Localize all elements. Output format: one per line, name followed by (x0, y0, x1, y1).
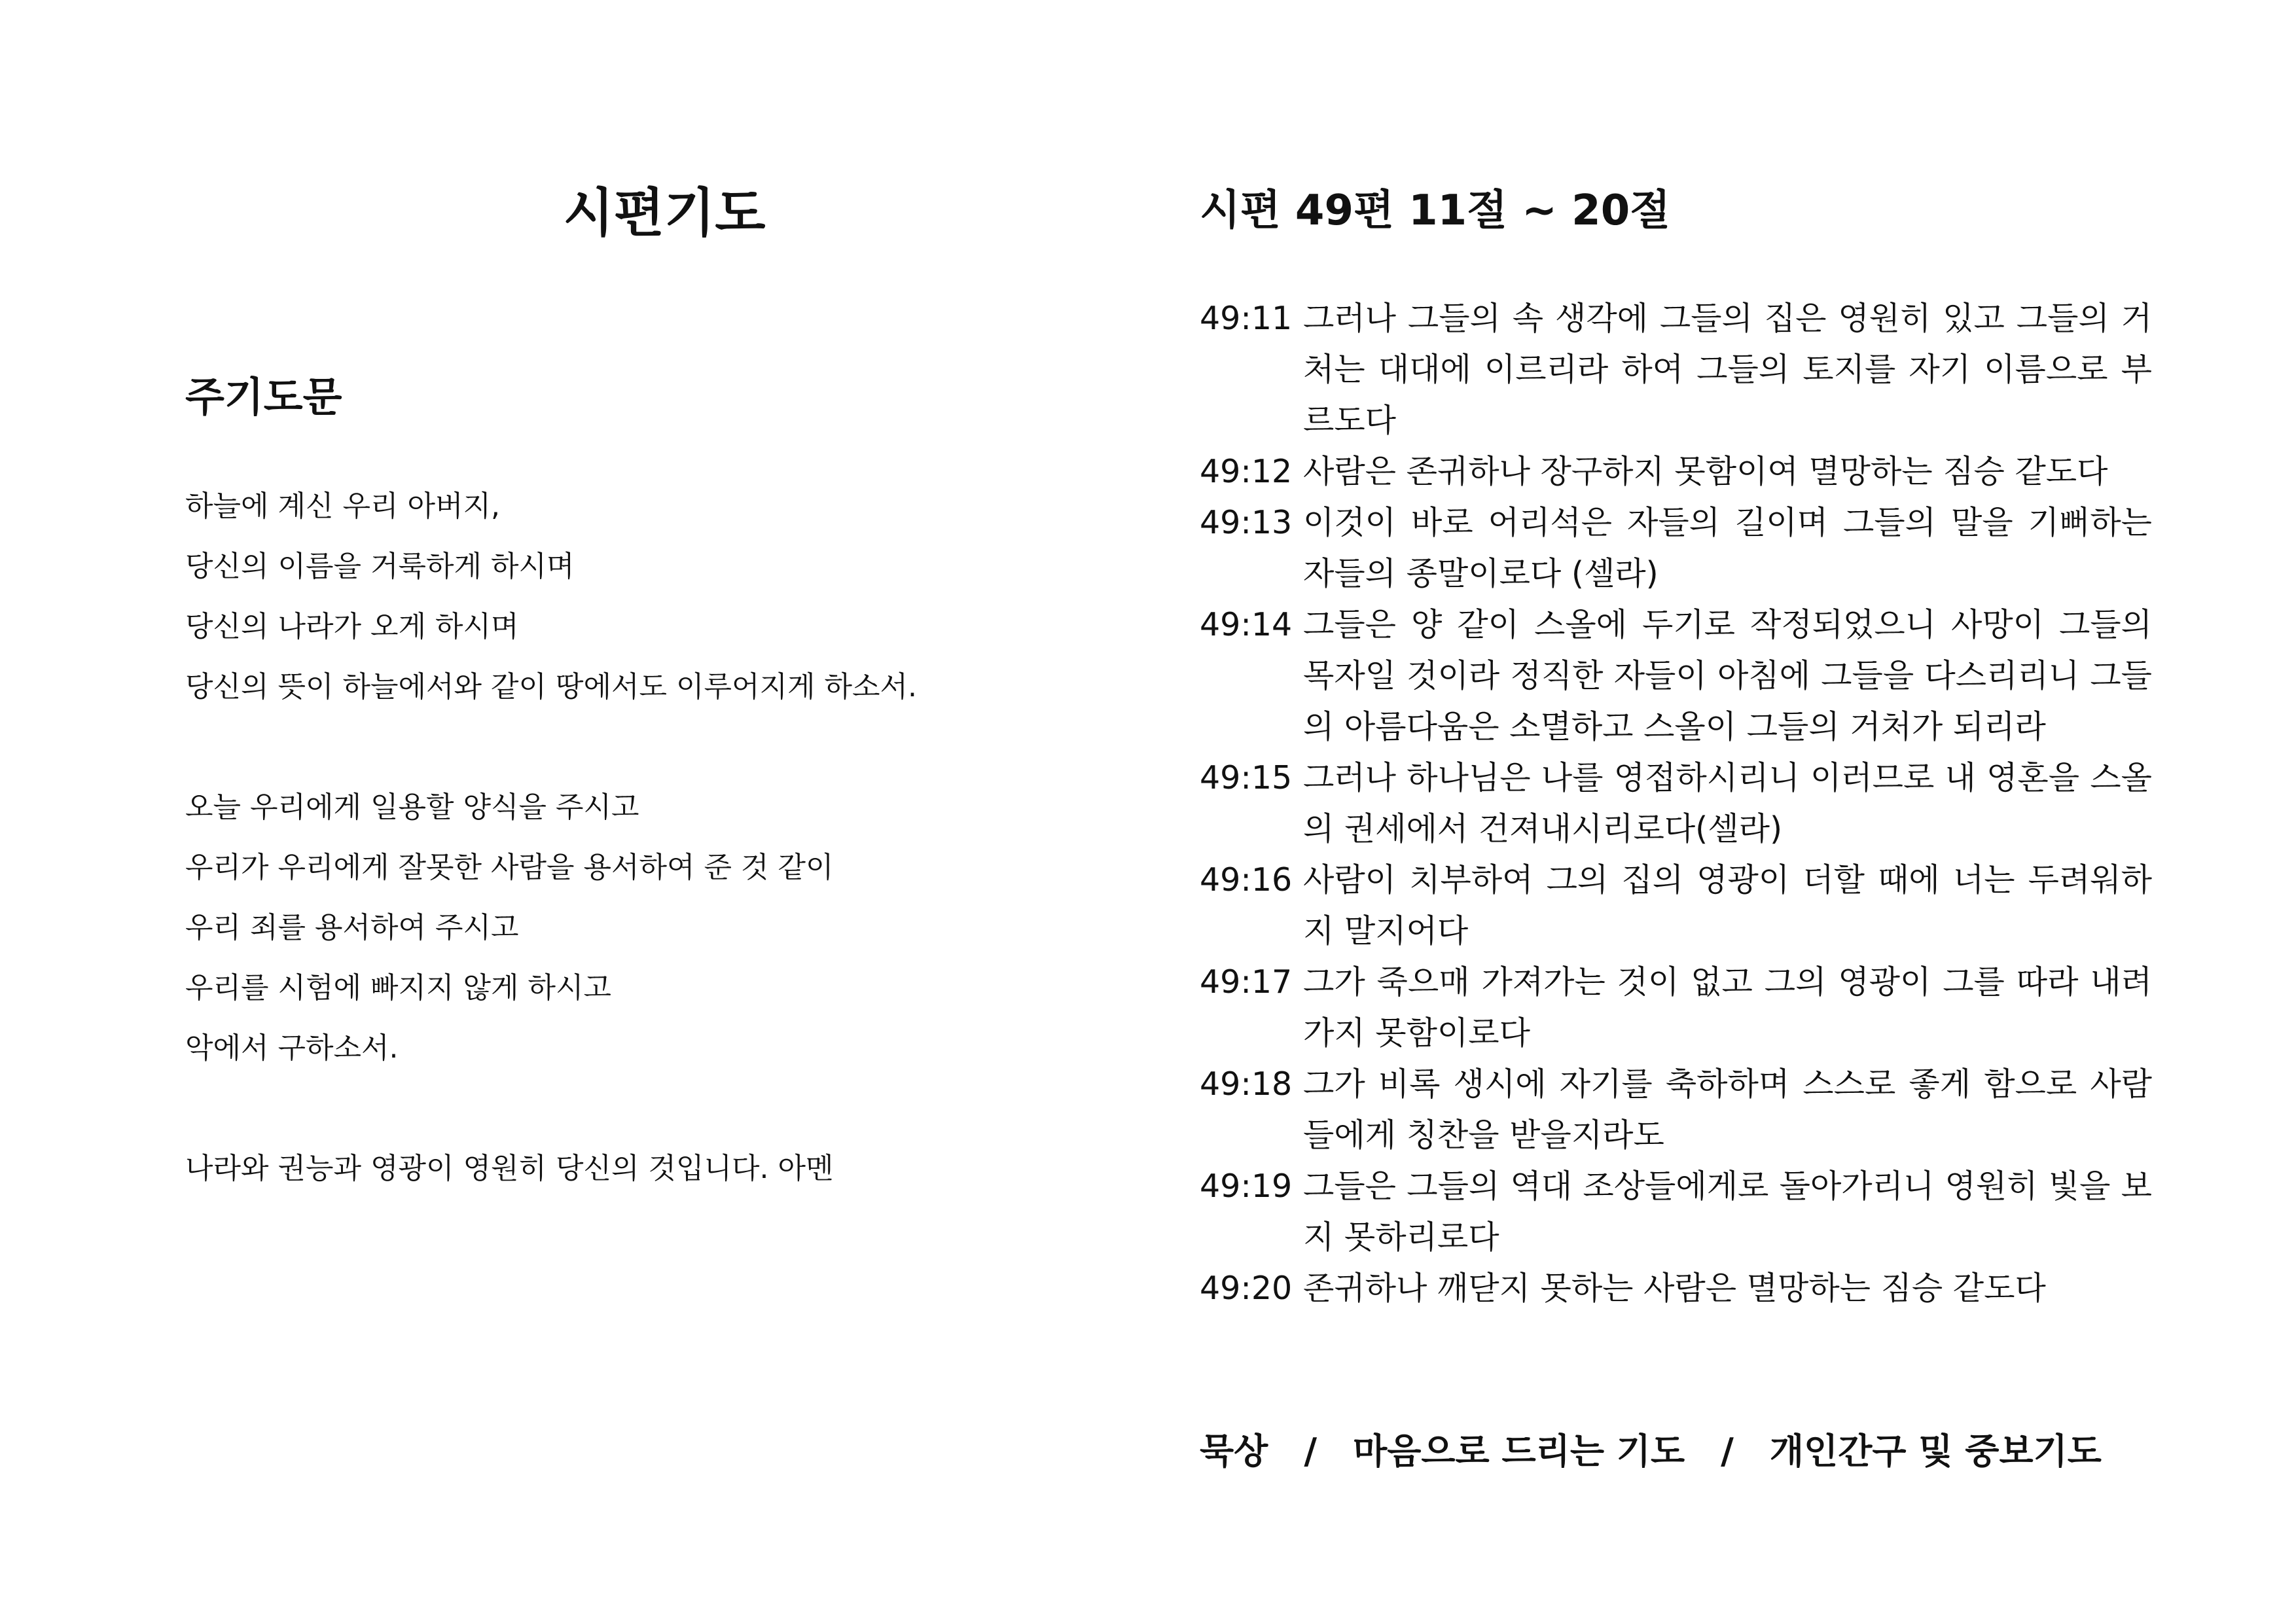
verse-ref: 49:18 (1200, 1065, 1293, 1103)
passage-title: 시편 49편 11절 ~ 20절 (1200, 187, 1671, 235)
verse-item (1200, 957, 2152, 1059)
page-title: 시편기도 (563, 183, 766, 243)
verse-text: 그러나 그들의 속 생각에 그들의 집은 영원히 있고 그들의 거처는 대대에 이르리라 하여 그들의 토지를 자기 이름으로 부르도다 (1303, 300, 2152, 439)
verse-item (1200, 753, 2152, 855)
verse-text: 존귀하나 깨닫지 못하는 사람은 멸망하는 짐승 같도다 (1303, 1270, 2046, 1307)
verse-text: 그들은 그들의 역대 조상들에게로 돌아가리니 영원히 빛을 보지 못하리로다 (1303, 1168, 2152, 1256)
prayer-line: 우리가 우리에게 잘못한 사람을 용서하여 준 것 같이 (185, 851, 834, 884)
verse-item (1200, 446, 2152, 497)
step-intercession: 개인간구 및 중보기도 (1769, 1431, 2102, 1472)
verse-item (1200, 1161, 2152, 1263)
verse-text: 그러나 하나님은 나를 영접하시리니 이러므로 내 영혼을 스올의 권세에서 건져내시리로다(셀라) (1303, 759, 2152, 847)
prayer-line: 오늘 우리에게 일용할 양식을 주시고 (185, 791, 639, 824)
verse-item (1200, 599, 2152, 753)
verse-ref: 49:14 (1200, 606, 1293, 643)
prayer-line: 당신의 나라가 오게 하시며 (185, 610, 519, 643)
step-heart-prayer: 마음으로 드리는 기도 (1353, 1431, 1685, 1472)
separator: / (1721, 1431, 1734, 1472)
verse-item (1200, 1263, 2152, 1314)
verse-text: 그가 죽으매 가져가는 것이 없고 그의 영광이 그를 따라 내려가지 못함이로다 (1303, 963, 2152, 1052)
verse-text: 그들은 양 같이 스올에 두기로 작정되었으니 사망이 그들의 목자일 것이라 정직한 자들이 아침에 그들을 다스리리니 그들의 아름다움은 소멸하고 스올이 그들의 거처가 되리라 (1303, 606, 2152, 745)
verse-item (1200, 293, 2152, 446)
paragraph-gap (185, 717, 1102, 777)
verse-ref: 49:13 (1200, 504, 1293, 541)
verse-ref: 49:15 (1200, 759, 1293, 796)
verse-ref: 49:19 (1200, 1168, 1293, 1205)
verse-ref: 49:12 (1200, 453, 1293, 490)
separator: / (1304, 1431, 1318, 1472)
verse-item (1200, 855, 2152, 957)
step-meditation: 묵상 (1200, 1431, 1268, 1472)
prayer-steps-footer (1200, 1425, 2152, 1478)
prayer-line: 우리 죄를 용서하여 주시고 (185, 911, 519, 944)
prayer-line: 우리를 시험에 빠지지 않게 하시고 (185, 971, 611, 1005)
prayer-line: 나라와 권능과 영광이 영원히 당신의 것입니다. 아멘 (185, 1152, 834, 1185)
lords-prayer-text (185, 476, 1102, 1199)
prayer-line: 당신의 이름을 거룩하게 하시며 (185, 550, 575, 583)
verse-ref: 49:20 (1200, 1270, 1293, 1307)
section-title-lords-prayer: 주기도문 (185, 373, 342, 421)
verse-item (1200, 497, 2152, 599)
verse-ref: 49:16 (1200, 861, 1293, 899)
paragraph-gap (185, 1079, 1102, 1139)
verse-ref: 49:17 (1200, 963, 1293, 1001)
prayer-line: 악에서 구하소서. (185, 1031, 399, 1065)
verse-text: 사람이 치부하여 그의 집의 영광이 더할 때에 너는 두려워하지 말지어다 (1303, 861, 2152, 950)
verse-item (1200, 1059, 2152, 1161)
verse-list (1200, 293, 2152, 1314)
verse-text: 그가 비록 생시에 자기를 축하하며 스스로 좋게 함으로 사람들에게 칭찬을 받을지라도 (1303, 1065, 2152, 1154)
prayer-line: 당신의 뜻이 하늘에서와 같이 땅에서도 이루어지게 하소서. (185, 670, 917, 704)
prayer-line: 하늘에 계신 우리 아버지, (185, 490, 500, 523)
verse-ref: 49:11 (1200, 300, 1293, 337)
verse-text: 이것이 바로 어리석은 자들의 길이며 그들의 말을 기뻐하는 자들의 종말이로다 (셀라) (1303, 504, 2152, 592)
verse-text: 사람은 존귀하나 장구하지 못함이여 멸망하는 짐승 같도다 (1303, 453, 2108, 490)
